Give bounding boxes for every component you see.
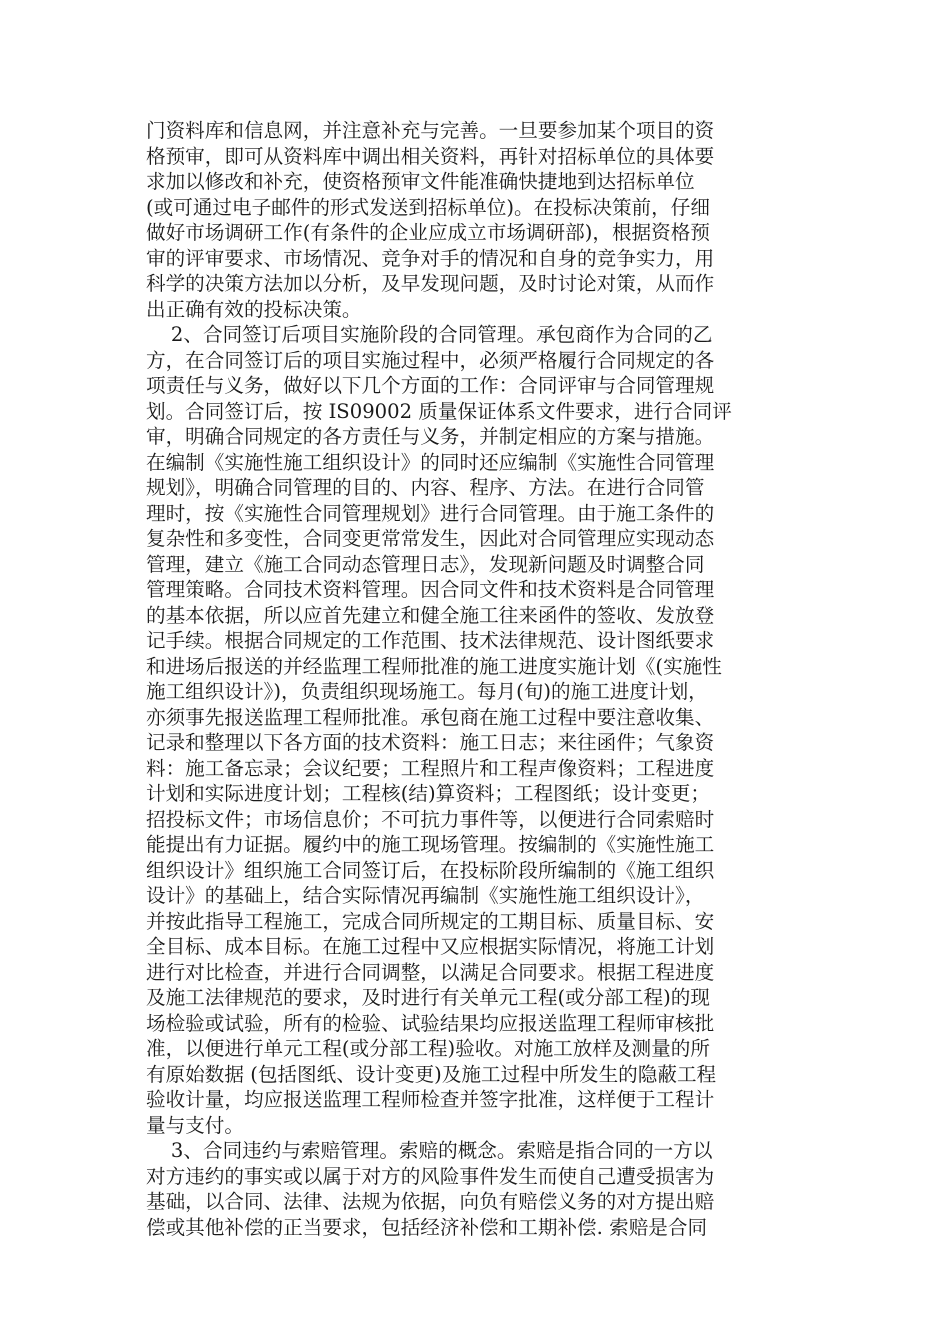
text-line: (或可通过电子邮件的形式发送到招标单位)。在投标决策前，仔细 (146, 195, 710, 219)
text-line: 准，以便进行单元工程(或分部工程)验收。对施工放样及测量的所 (146, 1037, 710, 1060)
text-line: 在编制《实施性施工组织设计》的同时还应编制《实施性合同管理 (146, 450, 715, 474)
text-line: 验收计量，均应报送监理工程师检查并签字批准，这样便于工程计 (146, 1088, 715, 1111)
text-line: 基础，以合同、法律、法规为依据，向负有赔偿义务的对方提出赔 (146, 1190, 715, 1213)
text-line: 格预审，即可从资料库中调出相关资料，再针对招标单位的具体要 (146, 144, 715, 168)
text-line: 设计》的基础上，结合实际情况再编制《实施性施工组织设计》， (146, 884, 705, 907)
text-line: 规划》，明确合同管理的目的、内容、程序、方法。在进行合同管 (146, 476, 705, 499)
text-line: 复杂性和多变性，合同变更常常发生，因此对合同管理应实现动态 (146, 527, 715, 550)
text-line: 场检验或试验，所有的检验、试验结果均应报送监理工程师审核批 (146, 1011, 715, 1035)
text-line: 偿或其他补偿的正当要求，包括经济补偿和工期补偿. 索赔是合同 (146, 1215, 708, 1239)
text-line: 的基本依据，所以应首先建立和健全施工往来函件的签收、发放登 (146, 603, 715, 627)
text-line: 对方违约的事实或以属于对方的风险事件发生而使自己遭受损害为 (146, 1164, 715, 1188)
text-line: 组织设计》组织施工合同签订后，在投标阶段所编制的《施工组织 (146, 858, 715, 882)
text-line: 料：施工备忘录；会议纪要；工程照片和工程声像资料；工程进度 (146, 756, 715, 780)
text-line: 做好市场调研工作(有条件的企业应成立市场调研部)，根据资格预 (146, 221, 710, 244)
text-line: 量与支付。 (146, 1113, 244, 1137)
text-line: 有原始数据 (包括图纸、设计变更)及施工过程中所发生的隐蔽工程 (146, 1062, 717, 1086)
text-line: 全目标、成本目标。在施工过程中又应根据实际情况，将施工计划 (146, 935, 715, 958)
text-line: 划。合同签订后，按 IS09002 质量保证体系文件要求，进行合同评 (146, 399, 732, 423)
text-line: 能提出有力证据。履约中的施工现场管理。按编制的《实施性施工 (146, 833, 715, 856)
text-line: 进行对比检查，并进行合同调整，以满足合同要求。根据工程进度 (146, 960, 715, 984)
text-line: 计划和实际进度计划；工程核(结)算资料；工程图纸；设计变更； (146, 782, 710, 805)
text-line: 亦须事先报送监理工程师批准。承包商在施工过程中要注意收集、 (146, 705, 715, 729)
text-line: 方，在合同签订后的项目实施过程中，必须严格履行合同规定的各 (146, 348, 715, 372)
text-line: 2、合同签订后项目实施阶段的合同管理。承包商作为合同的乙 (146, 323, 713, 346)
text-line: 审，明确合同规定的各方责任与义务，并制定相应的方案与措施。 (146, 425, 715, 448)
text-line: 记录和整理以下各方面的技术资料：施工日志；来往函件；气象资 (146, 731, 715, 754)
body-text (146, 118, 806, 1240)
text-line: 管理，建立《施工合同动态管理日志》，发现新问题及时调整合同 (146, 552, 705, 576)
text-line: 招投标文件；市场信息价；不可抗力事件等，以便进行合同索赔时 (146, 807, 715, 831)
text-line: 科学的决策方法加以分析，及早发现问题，及时讨论对策，从而作 (146, 272, 715, 295)
text-line: 项责任与义务，做好以下几个方面的工作：合同评审与合同管理规 (146, 374, 715, 397)
text-line: 3、合同违约与索赔管理。索赔的概念。索赔是指合同的一方以 (146, 1139, 713, 1162)
text-line: 出正确有效的投标决策。 (146, 297, 362, 321)
text-line: 管理策略。合同技术资料管理。因合同文件和技术资料是合同管理 (146, 578, 715, 601)
text-line: 求加以修改和补充，使资格预审文件能准确快捷地到达招标单位 (146, 170, 695, 193)
text-line: 理时，按《实施性合同管理规划》进行合同管理。由于施工条件的 (146, 501, 715, 525)
text-line: 施工组织设计》)，负责组织现场施工。每月(旬)的施工进度计划， (146, 680, 708, 703)
text-line: 并按此指导工程施工，完成合同所规定的工期目标、质量目标、安 (146, 909, 715, 933)
text-line: 审的评审要求、市场情况、竞争对手的情况和自身的竞争实力，用 (146, 246, 715, 270)
text-line: 和进场后报送的并经监理工程师批准的施工进度实施计划《(实施性 (146, 654, 722, 678)
text-line: 记手续。根据合同规定的工作范围、技术法律规范、设计图纸要求 (146, 629, 715, 652)
text-line: 门资料库和信息网，并注意补充与完善。一旦要参加某个项目的资 (146, 119, 715, 142)
text-line: 及施工法律规范的要求，及时进行有关单元工程(或分部工程)的现 (146, 986, 710, 1009)
